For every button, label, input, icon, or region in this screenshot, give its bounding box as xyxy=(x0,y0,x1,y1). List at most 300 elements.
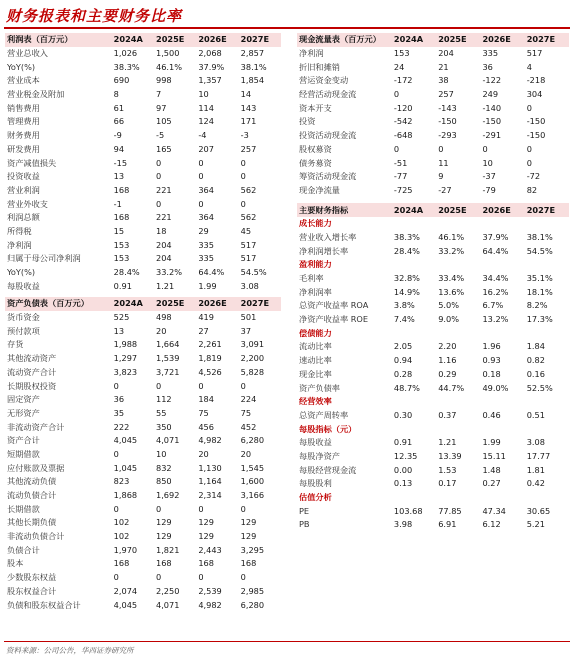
value-cell: 2,857 xyxy=(240,48,265,59)
year-header: 2027E xyxy=(239,33,281,47)
value-cell: 38.1% xyxy=(526,231,553,242)
value-cell: 221 xyxy=(156,184,172,195)
value-cell: 1,819 xyxy=(198,353,222,364)
year-header: 2027E xyxy=(525,33,569,47)
table-row xyxy=(5,338,281,352)
table-row xyxy=(297,47,569,61)
value-cell: 690 xyxy=(113,75,130,86)
row-label: 现金比率 xyxy=(299,368,332,379)
value-cell: 35 xyxy=(113,407,125,418)
income-statement-body xyxy=(5,33,281,293)
value-cell: 1,868 xyxy=(113,490,138,501)
value-cell: 153 xyxy=(113,239,130,250)
table-row xyxy=(297,354,569,368)
row-label: 利润总额 xyxy=(7,212,40,223)
table-row xyxy=(5,238,281,252)
value-cell: 249 xyxy=(482,89,499,100)
value-cell: 0.17 xyxy=(438,478,457,489)
value-cell: 2,261 xyxy=(198,339,222,350)
value-cell: 8 xyxy=(113,89,119,100)
value-cell: 0 xyxy=(113,448,119,459)
value-cell: 1.21 xyxy=(438,437,457,448)
value-cell: 18 xyxy=(156,225,167,236)
value-cell: 1.96 xyxy=(482,341,501,352)
value-cell: 0 xyxy=(393,89,400,100)
value-cell: 335 xyxy=(482,48,499,59)
value-cell: -140 xyxy=(482,102,502,113)
value-cell: 1,545 xyxy=(240,462,265,473)
table-title: 利润表（百万元） xyxy=(5,33,112,47)
value-cell: 46.1% xyxy=(156,61,183,72)
row-label: 净利润增长率 xyxy=(299,245,349,256)
value-cell: 204 xyxy=(438,48,454,59)
value-cell: 8.2% xyxy=(526,300,548,311)
section-heading: 每股指标（元） xyxy=(299,423,357,434)
value-cell: 0.27 xyxy=(482,478,501,489)
table-row xyxy=(5,170,281,184)
value-cell: 0.28 xyxy=(393,368,413,379)
value-cell: 55 xyxy=(156,407,167,418)
table-row xyxy=(5,184,281,198)
value-cell: 38.3% xyxy=(393,231,420,242)
table-row xyxy=(297,381,569,395)
year-header: 2024A xyxy=(112,297,154,311)
value-cell: 9.0% xyxy=(438,314,459,325)
financial-ratios-body xyxy=(297,203,569,532)
table-row xyxy=(297,285,569,299)
row-label: 固定资产 xyxy=(7,394,40,405)
value-cell: 364 xyxy=(198,184,214,195)
value-cell: 18.1% xyxy=(526,286,553,297)
row-label: 营业收入增长率 xyxy=(299,231,357,242)
value-cell: 0 xyxy=(156,572,162,583)
value-cell: 75 xyxy=(198,407,209,418)
row-label: 非流动资产合计 xyxy=(7,421,65,432)
balance-sheet-body xyxy=(5,297,281,612)
value-cell: 17.77 xyxy=(526,450,551,461)
value-cell: 15 xyxy=(113,225,125,236)
value-cell: 257 xyxy=(438,89,454,100)
value-cell: 105 xyxy=(156,116,172,127)
value-cell: 15.11 xyxy=(482,450,506,461)
value-cell: 5,828 xyxy=(240,366,265,377)
value-cell: -4 xyxy=(198,130,207,141)
value-cell: 20 xyxy=(198,448,209,459)
table-row xyxy=(297,518,569,532)
section-heading-row xyxy=(297,326,569,340)
table-row xyxy=(5,352,281,366)
value-cell: -150 xyxy=(526,130,546,141)
value-cell: 0 xyxy=(240,198,246,209)
value-cell: 1,357 xyxy=(198,75,222,86)
value-cell: 1,970 xyxy=(113,544,138,555)
cashflow-statement-body xyxy=(297,33,569,197)
value-cell: 4,045 xyxy=(113,435,138,446)
value-cell: 0.16 xyxy=(526,368,545,379)
table-row xyxy=(297,88,569,102)
value-cell: 82 xyxy=(526,184,538,195)
value-cell: 10 xyxy=(156,448,167,459)
value-cell: 168 xyxy=(156,558,172,569)
value-cell: 0.93 xyxy=(482,355,501,366)
value-cell: 0 xyxy=(198,572,204,583)
value-cell: 7 xyxy=(156,89,162,100)
value-cell: 0 xyxy=(156,171,162,182)
value-cell: 1.99 xyxy=(482,437,501,448)
value-cell: 124 xyxy=(198,116,214,127)
year-header: 2025E xyxy=(154,297,196,311)
value-cell: 38 xyxy=(438,75,449,86)
value-cell: 850 xyxy=(156,476,172,487)
title-divider xyxy=(4,27,570,29)
table-header-row xyxy=(297,203,569,217)
row-label: 投资收益 xyxy=(7,171,40,182)
value-cell: 517 xyxy=(240,239,257,250)
section-heading-row xyxy=(297,395,569,409)
value-cell: 36 xyxy=(113,394,125,405)
value-cell: 5.21 xyxy=(526,519,545,530)
row-label: 其他长期负债 xyxy=(7,517,57,528)
value-cell: 52.5% xyxy=(526,382,553,393)
value-cell: 0.13 xyxy=(393,478,413,489)
table-title: 资产负债表（百万元） xyxy=(5,297,112,311)
value-cell: 452 xyxy=(240,421,257,432)
value-cell: 0 xyxy=(113,503,119,514)
table-row xyxy=(5,74,281,88)
row-label: 营业总收入 xyxy=(7,48,48,59)
value-cell: 54.5% xyxy=(240,267,267,278)
table-row xyxy=(5,279,281,293)
value-cell: 1.48 xyxy=(482,464,501,475)
value-cell: 4,982 xyxy=(198,435,222,446)
value-cell: 0.51 xyxy=(526,409,545,420)
row-label: 每股收益 xyxy=(299,437,332,448)
value-cell: 168 xyxy=(240,558,257,569)
row-label: 毛利率 xyxy=(299,273,324,284)
value-cell: 0 xyxy=(240,503,246,514)
value-cell: 1,692 xyxy=(156,490,180,501)
table-row xyxy=(5,530,281,544)
value-cell: 37.9% xyxy=(482,231,509,242)
value-cell: 3,295 xyxy=(240,544,265,555)
row-label: 资本开支 xyxy=(299,102,332,113)
row-label: 流动资产合计 xyxy=(7,366,57,377)
row-label: 归属于母公司净利润 xyxy=(7,253,81,264)
value-cell: 64.4% xyxy=(482,245,509,256)
value-cell: 2.20 xyxy=(438,341,457,352)
value-cell: 10 xyxy=(482,157,493,168)
value-cell: 0.42 xyxy=(526,478,545,489)
cashflow-statement-table xyxy=(297,33,569,197)
value-cell: 20 xyxy=(240,448,252,459)
value-cell: 47.34 xyxy=(482,505,506,516)
value-cell: -51 xyxy=(393,157,408,168)
table-header-row xyxy=(297,33,569,47)
value-cell: 3,721 xyxy=(156,366,180,377)
value-cell: 1,821 xyxy=(156,544,180,555)
table-row xyxy=(5,211,281,225)
value-cell: 102 xyxy=(113,531,130,542)
value-cell: 64.4% xyxy=(198,267,225,278)
value-cell: 350 xyxy=(156,421,172,432)
table-row xyxy=(5,434,281,448)
table-row xyxy=(5,407,281,421)
value-cell: 222 xyxy=(113,421,130,432)
value-cell: 2,200 xyxy=(240,353,265,364)
row-label: 股本 xyxy=(7,558,24,569)
year-header: 2026E xyxy=(480,33,524,47)
table-row xyxy=(297,184,569,198)
value-cell: 2.05 xyxy=(393,341,413,352)
table-row xyxy=(297,368,569,382)
value-cell: 21 xyxy=(438,61,449,72)
value-cell: 168 xyxy=(113,184,130,195)
value-cell: -15 xyxy=(113,157,128,168)
year-header: 2027E xyxy=(239,297,281,311)
value-cell: 36 xyxy=(482,61,493,72)
value-cell: 153 xyxy=(113,253,130,264)
value-cell: -218 xyxy=(526,75,546,86)
row-label: 财务费用 xyxy=(7,130,40,141)
table-row xyxy=(5,585,281,599)
value-cell: 13 xyxy=(113,171,125,182)
value-cell: 165 xyxy=(156,143,172,154)
row-label: 预付款项 xyxy=(7,325,40,336)
row-label: 每股净资产 xyxy=(299,450,340,461)
section-heading: 偿债能力 xyxy=(299,327,332,338)
table-row xyxy=(5,420,281,434)
table-title: 主要财务指标 xyxy=(297,203,392,217)
value-cell: 224 xyxy=(240,394,257,405)
value-cell: 103.68 xyxy=(393,505,423,516)
value-cell: 562 xyxy=(240,184,257,195)
year-header: 2025E xyxy=(154,33,196,47)
value-cell: -172 xyxy=(393,75,413,86)
value-cell: 77.85 xyxy=(438,505,462,516)
value-cell: -291 xyxy=(482,130,502,141)
value-cell: -150 xyxy=(438,116,457,127)
value-cell: 0 xyxy=(438,143,444,154)
row-label: 净利润率 xyxy=(299,286,332,297)
row-label: 营业利润 xyxy=(7,184,40,195)
table-row xyxy=(5,448,281,462)
value-cell: 207 xyxy=(198,143,214,154)
row-label: PE xyxy=(299,505,310,516)
table-row xyxy=(5,115,281,129)
row-label: 负债合计 xyxy=(7,544,40,555)
row-label: 存货 xyxy=(7,339,24,350)
row-label: 资产合计 xyxy=(7,435,40,446)
value-cell: 54.5% xyxy=(526,245,553,256)
table-row xyxy=(297,313,569,327)
value-cell: 1,988 xyxy=(113,339,138,350)
value-cell: 6,280 xyxy=(240,599,265,610)
row-label: 总资产收益率 ROA xyxy=(299,300,369,311)
section-heading-row xyxy=(297,258,569,272)
value-cell: 0 xyxy=(240,380,246,391)
table-row xyxy=(5,543,281,557)
value-cell: 10 xyxy=(198,89,209,100)
value-cell: 97 xyxy=(156,102,167,113)
row-label: 研发费用 xyxy=(7,143,40,154)
value-cell: 13 xyxy=(113,325,125,336)
value-cell: 16.2% xyxy=(482,286,509,297)
table-row xyxy=(5,516,281,530)
value-cell: 4,982 xyxy=(198,599,222,610)
value-cell: 9 xyxy=(438,171,444,182)
value-cell: 61 xyxy=(113,102,125,113)
value-cell: 257 xyxy=(240,143,257,154)
value-cell: 0.29 xyxy=(438,368,457,379)
value-cell: 204 xyxy=(156,239,172,250)
value-cell: 184 xyxy=(198,394,214,405)
value-cell: 823 xyxy=(113,476,130,487)
year-header: 2025E xyxy=(436,33,480,47)
row-label: 每股收益 xyxy=(7,280,40,291)
value-cell: 204 xyxy=(156,253,172,264)
value-cell: 0 xyxy=(393,143,400,154)
year-header: 2026E xyxy=(196,33,238,47)
row-label: 其他流动资产 xyxy=(7,353,57,364)
value-cell: 1,297 xyxy=(113,353,138,364)
row-label: 净利润 xyxy=(7,239,32,250)
value-cell: 1.16 xyxy=(438,355,457,366)
value-cell: -3 xyxy=(240,130,249,141)
value-cell: 335 xyxy=(198,239,214,250)
value-cell: -542 xyxy=(393,116,413,127)
row-label: 速动比率 xyxy=(299,355,332,366)
value-cell: -293 xyxy=(438,130,457,141)
value-cell: 33.4% xyxy=(438,273,465,284)
value-cell: 4,045 xyxy=(113,599,138,610)
value-cell: 0 xyxy=(482,143,488,154)
value-cell: 1,854 xyxy=(240,75,265,86)
row-label: 短期借款 xyxy=(7,448,40,459)
value-cell: 221 xyxy=(156,212,172,223)
row-label: 货币资金 xyxy=(7,312,40,323)
row-label: 筹资活动现金流 xyxy=(299,171,357,182)
value-cell: 3.8% xyxy=(393,300,415,311)
value-cell: 27 xyxy=(198,325,209,336)
table-row xyxy=(5,502,281,516)
value-cell: 5.0% xyxy=(438,300,459,311)
value-cell: 0 xyxy=(198,380,204,391)
value-cell: 38.1% xyxy=(240,61,267,72)
value-cell: 1.81 xyxy=(526,464,545,475)
row-label: 每股经营现金流 xyxy=(299,464,357,475)
value-cell: 2,074 xyxy=(113,585,138,596)
table-row xyxy=(5,489,281,503)
row-label: 营运资金变动 xyxy=(299,75,349,86)
value-cell: 11 xyxy=(438,157,449,168)
value-cell: 517 xyxy=(526,48,543,59)
value-cell: 35.1% xyxy=(526,273,553,284)
row-label: 总资产周转率 xyxy=(299,409,349,420)
value-cell: 419 xyxy=(198,312,214,323)
value-cell: 517 xyxy=(240,253,257,264)
row-label: 每股股利 xyxy=(299,478,332,489)
value-cell: 102 xyxy=(113,517,130,528)
table-row xyxy=(297,272,569,286)
table-title: 现金流量表（百万元） xyxy=(297,33,392,47)
value-cell: 562 xyxy=(240,212,257,223)
value-cell: 7.4% xyxy=(393,314,415,325)
value-cell: 29 xyxy=(198,225,209,236)
row-label: 股权募资 xyxy=(299,143,332,154)
value-cell: 129 xyxy=(198,531,214,542)
value-cell: 32.8% xyxy=(393,273,420,284)
value-cell: 171 xyxy=(240,116,257,127)
value-cell: 28.4% xyxy=(113,267,140,278)
value-cell: 1.53 xyxy=(438,464,457,475)
value-cell: -725 xyxy=(393,184,413,195)
value-cell: 129 xyxy=(156,517,172,528)
footer-divider xyxy=(4,641,570,642)
value-cell: 4,526 xyxy=(198,366,222,377)
value-cell: 364 xyxy=(198,212,214,223)
value-cell: 4 xyxy=(526,61,532,72)
row-label: 其他流动负债 xyxy=(7,476,57,487)
value-cell: 1.99 xyxy=(198,280,217,291)
table-row xyxy=(5,571,281,585)
value-cell: 143 xyxy=(240,102,257,113)
value-cell: -143 xyxy=(438,102,457,113)
row-label: 销售费用 xyxy=(7,102,40,113)
value-cell: -27 xyxy=(438,184,452,195)
table-row xyxy=(5,88,281,102)
left-column xyxy=(5,33,281,612)
section-heading-row xyxy=(297,491,569,505)
row-label: 长期借款 xyxy=(7,503,40,514)
value-cell: 33.2% xyxy=(438,245,465,256)
value-cell: 4,071 xyxy=(156,599,180,610)
value-cell: 168 xyxy=(198,558,214,569)
row-label: 净利润 xyxy=(299,48,324,59)
value-cell: 1,600 xyxy=(240,476,265,487)
value-cell: 45 xyxy=(240,225,252,236)
value-cell: -79 xyxy=(482,184,496,195)
value-cell: 1.84 xyxy=(526,341,545,352)
value-cell: 0.37 xyxy=(438,409,457,420)
table-row xyxy=(297,299,569,313)
value-cell: 501 xyxy=(240,312,257,323)
value-cell: 38.3% xyxy=(113,61,140,72)
value-cell: 129 xyxy=(240,531,257,542)
row-label: 营业外收支 xyxy=(7,198,48,209)
table-row xyxy=(5,225,281,239)
value-cell: 3,166 xyxy=(240,490,265,501)
value-cell: 44.7% xyxy=(438,382,465,393)
value-cell: 0.30 xyxy=(393,409,413,420)
section-heading: 估值分析 xyxy=(299,492,332,503)
value-cell: 2,250 xyxy=(156,585,180,596)
table-row xyxy=(297,231,569,245)
value-cell: 37 xyxy=(240,325,252,336)
row-label: 债务募资 xyxy=(299,157,332,168)
year-header: 2026E xyxy=(480,203,524,217)
table-row xyxy=(5,366,281,380)
row-label: PB xyxy=(299,519,310,530)
table-row xyxy=(5,266,281,280)
value-cell: 12.35 xyxy=(393,450,418,461)
value-cell: 14 xyxy=(240,89,252,100)
row-label: 营业税金及附加 xyxy=(7,89,65,100)
table-row xyxy=(5,475,281,489)
table-row xyxy=(297,74,569,88)
value-cell: 129 xyxy=(156,531,172,542)
table-row xyxy=(297,436,569,450)
value-cell: 1,026 xyxy=(113,48,138,59)
